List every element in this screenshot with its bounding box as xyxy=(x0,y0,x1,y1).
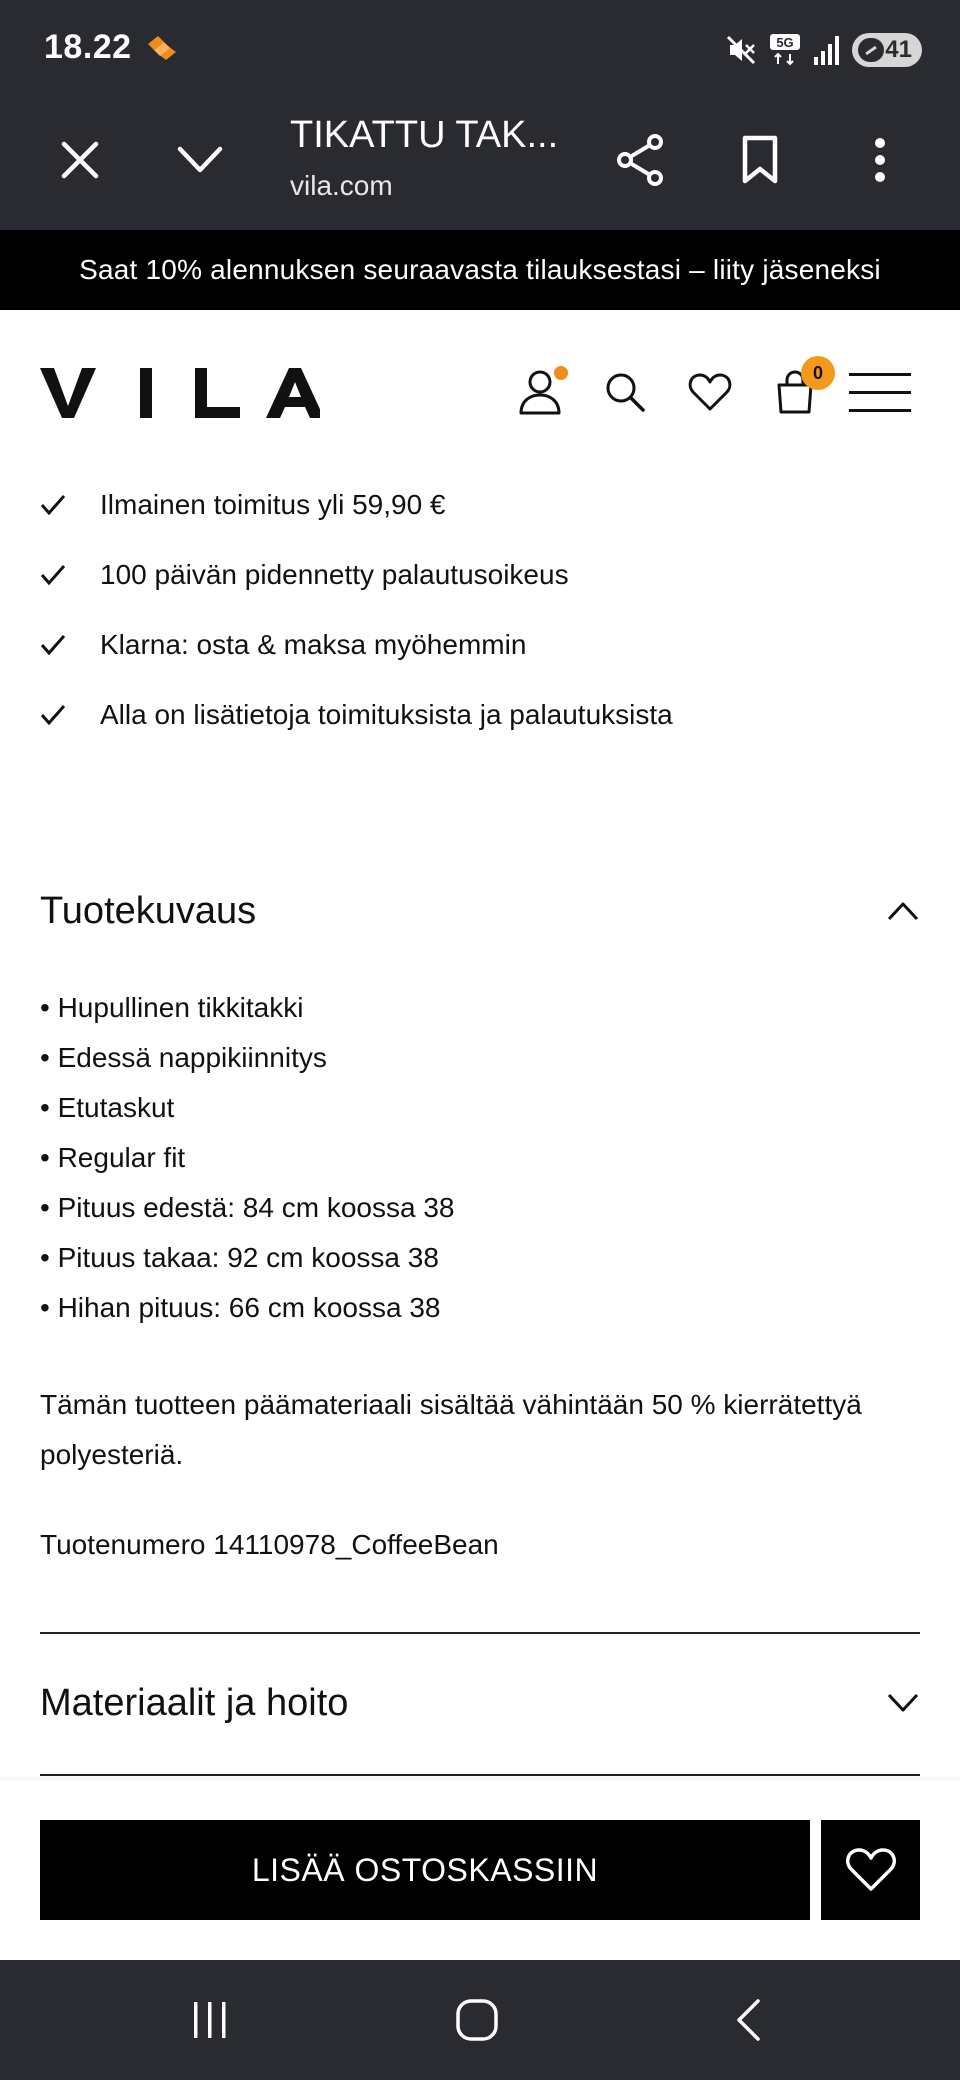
wishlist-icon xyxy=(845,1847,897,1893)
check-icon xyxy=(40,695,80,735)
share-button[interactable] xyxy=(604,124,676,196)
account-button[interactable] xyxy=(510,362,570,422)
more-options-button[interactable] xyxy=(844,124,916,196)
site-header xyxy=(0,310,960,460)
page-title: TIKATTU TAK... xyxy=(290,114,559,156)
description-list xyxy=(40,983,920,1333)
check-icon xyxy=(40,485,80,525)
status-time: 18.22 xyxy=(44,28,132,66)
materials-accordion-header[interactable] xyxy=(40,1668,920,1738)
status-bar xyxy=(0,0,960,100)
close-icon xyxy=(60,140,100,180)
chevron-down-icon xyxy=(177,145,223,175)
minimize-button[interactable] xyxy=(164,124,236,196)
menu-button[interactable] xyxy=(848,362,912,422)
back-icon xyxy=(733,1998,763,2042)
wishlist-button[interactable] xyxy=(680,362,740,422)
check-icon xyxy=(40,625,80,665)
home-icon xyxy=(455,1998,499,2042)
battery-level: 41 xyxy=(885,36,912,63)
system-navigation-bar xyxy=(0,1960,960,2080)
mute-icon xyxy=(724,33,758,67)
description-item: • Edessä nappikiinnitys xyxy=(40,1042,327,1073)
wishlist-icon xyxy=(688,372,732,412)
benefit-item[interactable] xyxy=(40,680,920,750)
bag-button[interactable] xyxy=(765,362,825,422)
5g-icon xyxy=(768,32,802,68)
back-button[interactable] xyxy=(708,1990,788,2050)
description-item: • Hupullinen tikkitakki xyxy=(40,992,304,1023)
section-divider xyxy=(40,1632,920,1634)
chevron-up-icon xyxy=(886,900,920,922)
promo-text: Saat 10% alennuksen seuraavasta tilauksestasi – liity jäseneksi xyxy=(79,254,881,285)
recent-apps-button[interactable] xyxy=(170,1990,250,2050)
bookmark-icon xyxy=(740,135,780,185)
description-title: Tuotekuvaus xyxy=(40,889,257,932)
benefit-text: Klarna: osta & maksa myöhemmin xyxy=(100,629,527,660)
description-item: • Etutaskut xyxy=(40,1092,175,1123)
materials-title: Materiaalit ja hoito xyxy=(40,1681,349,1724)
benefit-text: 100 päivän pidennetty palautusoikeus xyxy=(100,559,569,590)
vila-logo[interactable] xyxy=(40,366,320,422)
share-icon xyxy=(615,134,665,186)
membership-promo-banner[interactable] xyxy=(0,230,960,310)
material-note: Tämän tuotteen päämateriaali sisältää vähintään 50 % kierrätettyä polyesteriä. xyxy=(40,1389,862,1470)
description-accordion-header[interactable] xyxy=(40,876,920,946)
description-item: • Hihan pituus: 66 cm koossa 38 xyxy=(40,1292,441,1323)
description-item: • Pituus edestä: 84 cm koossa 38 xyxy=(40,1192,455,1223)
network-label: 5G xyxy=(776,35,794,50)
product-number: Tuotenumero 14110978_CoffeeBean xyxy=(40,1529,499,1560)
app-notification-icon xyxy=(144,34,180,64)
browser-toolbar xyxy=(0,100,960,230)
home-button[interactable] xyxy=(437,1990,517,2050)
benefit-item xyxy=(40,540,920,610)
cart-count-badge: 0 xyxy=(801,356,835,390)
menu-icon xyxy=(849,369,911,415)
battery-icon xyxy=(852,33,922,67)
bookmark-button[interactable] xyxy=(724,124,796,196)
account-notification-dot xyxy=(554,366,568,380)
benefits-list xyxy=(40,470,920,750)
status-icons xyxy=(724,28,922,72)
benefit-item xyxy=(40,610,920,680)
add-to-bag-button[interactable] xyxy=(40,1820,810,1920)
benefit-text: Ilmainen toimitus yli 59,90 € xyxy=(100,489,446,520)
page-url: vila.com xyxy=(290,170,393,201)
search-button[interactable] xyxy=(595,362,655,422)
more-vert-icon xyxy=(873,137,887,183)
search-icon xyxy=(604,371,646,413)
signal-icon xyxy=(812,33,842,67)
sticky-action-bar xyxy=(0,1780,960,1960)
benefit-text: Alla on lisätietoja toimituksista ja palautuksista xyxy=(100,699,673,730)
add-to-bag-label: LISÄÄ OSTOSKASSIIN xyxy=(251,1851,599,1888)
check-icon xyxy=(40,555,80,595)
benefit-item xyxy=(40,470,920,540)
close-button[interactable] xyxy=(44,124,116,196)
description-item: • Pituus takaa: 92 cm koossa 38 xyxy=(40,1242,439,1273)
add-to-wishlist-button[interactable] xyxy=(821,1820,920,1920)
description-item: • Regular fit xyxy=(40,1142,186,1173)
recent-apps-icon xyxy=(190,2000,230,2040)
section-divider xyxy=(40,1774,920,1776)
chevron-down-icon xyxy=(886,1692,920,1714)
